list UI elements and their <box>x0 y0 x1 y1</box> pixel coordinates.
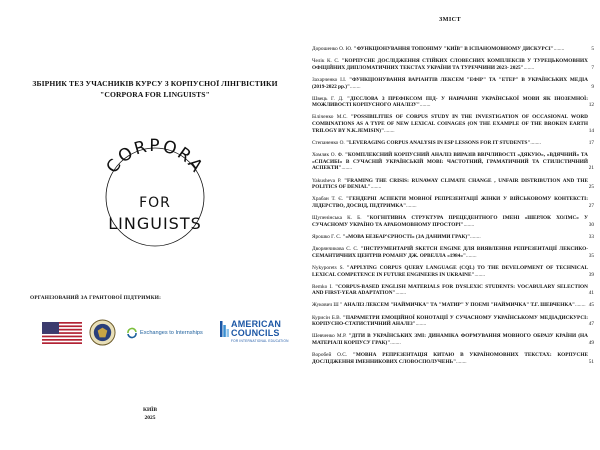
us-flag-icon <box>42 322 82 344</box>
toc-entry-title: "POSSIBILITIES OF CORPUS STUDY IN THE INVESTIGATION OF OCCASIONAL WORD COMBINATIONS AS A TYPE OF NEW LEXICAL COINAGES (ON THE EXAMPLE OF THE BROKEN EARTH TRILOGY BY N.K.JEMISIN)" <box>312 114 588 134</box>
toc-entry-author: Захарченко І.І. <box>312 76 347 83</box>
toc-entry-leader: ........ <box>553 46 565 52</box>
toc-entry-page: 39 <box>588 271 594 278</box>
toc-entry <box>312 215 594 228</box>
toc-entry <box>312 76 594 90</box>
toc-entry-author: Дворянчикова С. С. <box>312 246 359 253</box>
toc-title: ЗМІСТ <box>438 16 462 23</box>
logo-bottom-text: LINGUISTS <box>108 214 202 233</box>
toc-entry-page: 30 <box>588 221 594 228</box>
toc-entry-author: Шевченко М.Р. <box>312 333 347 340</box>
toc-entry-leader: ........ <box>474 271 486 278</box>
exchanges-logo <box>126 327 221 341</box>
toc-entry-title: "LEVERAGING CORPUS ANALYSIS IN ESP LESSONS FOR IT STUDENTS" <box>346 139 531 146</box>
toc-entry-author: Храбан Т. Є. <box>312 196 344 203</box>
cover-title <box>20 78 290 100</box>
toc-entry-leader: ........ <box>523 64 535 71</box>
toc-entry-title: "ФУНКЦІОНУВАННЯ ТОПОНІМУ "КИЇВ" В ІСПАНОМОВНОМУ ДИСКУРСІ" <box>353 46 554 52</box>
toc-entry <box>312 152 594 172</box>
cover-title-line2: "CORPORA FOR LINGUISTS" <box>100 90 210 99</box>
toc-entry-title: АНАЛІЗ ЛЕКСЕМ "НАЙМИЧКА" ТА "МАТИР" У ПОЕМІ "НАЙМИЧКА" Т.Г. ШЕВЧЕНКА" <box>343 302 575 309</box>
toc-entry <box>312 95 594 109</box>
toc-entry-author: Жукович Ш " <box>312 302 343 309</box>
toc-entry-title: "ІНСТРУМЕНТАРІЙ SKETCH ENGINE ДЛЯ ВИЯВЛЕННЯ РЕПРЕЗЕНТАЦІЇ ЛЕКСИКО-СЕМАНТИЧНИХ ЦЕНТРІВ РОМАНУ ДЖ. ОРВЕЛЛА «1984»" <box>312 246 588 259</box>
toc-entry-leader: ........ <box>406 203 417 210</box>
toc-entry-page: 21 <box>588 165 594 172</box>
toc-entry-page: 25 <box>588 184 594 191</box>
toc-entry <box>312 302 594 309</box>
toc-entry-title: "МОВНА РЕПРЕЗЕНТАЦІЯ КИТАЮ В УКРАЇНОМОВНИХ ТЕКСТАХ: КОРПУСНЕ ДОСЛІДЖЕННЯ ІМЕННИКОВИХ СЛОВОСПОЛУЧЕНЬ" <box>312 352 588 365</box>
american-councils-line3: FOR INTERNATIONAL EDUCATION <box>231 339 289 343</box>
toc-entry-leader: ........ <box>470 233 481 240</box>
year: 2025 <box>144 415 156 421</box>
american-councils-line2: COUNCILS <box>231 328 280 338</box>
toc-entry-title: "КОРПУСНЕ ДОСЛІДЖЕННЯ СТІЙКИХ СЛОВЕСНИХ КОМПЛЕКСІВ У ТУРЕЦЬКОМОВНИХ ОФІЦІЙНИХ ДИПЛОМАТИЧНИХ ТЕКСТАХ УКРАЇНИ ТА ТУРЕЧЧИНИ 2023- 2025" <box>312 58 588 71</box>
toc-entry-page: 14 <box>588 127 594 134</box>
toc-entry-page: 17 <box>588 139 594 146</box>
exchange-arrows-icon <box>126 327 138 339</box>
toc-entry-page: 12 <box>588 102 594 109</box>
toc-entry-title: "КОГНІТИВНА СТРУКТУРА ПРЕЦЕДЕНТНОГО ІМЕНІ «ШЕРЛОК ХОЛМС» У СУЧАСНОМУ УКРАЇНО ТА АРАБОМОВНОМУ ПРОСТОРІ" <box>312 215 588 228</box>
toc-page <box>300 0 600 450</box>
toc-entry-author: Воробей О.С. <box>312 352 348 359</box>
toc-entry-page: 5 <box>591 46 594 52</box>
toc-entry-page: 35 <box>588 252 594 259</box>
logo-top-text: CORPORA <box>102 135 208 178</box>
toc-entry-leader: ........ <box>530 139 541 146</box>
toc-entry-author: Хомляк О. Ф. <box>312 152 344 159</box>
toc-entry <box>312 58 594 71</box>
toc-entry-leader: ........ <box>341 165 353 172</box>
toc-entry-title: "ДІЄСЛОВА З ПРЕФІКСОМ ПІД- У НАВЧАННІ УКРАЇНСЬКОЇ МОВИ ЯК ІНОЗЕМНОЇ: МОЖЛИВОСТІ КОРПУСНОГО АНАЛІЗУ" <box>312 95 589 109</box>
toc-entry <box>312 314 594 328</box>
toc-entry-author: Дорошенко О. Ю. <box>312 46 353 52</box>
american-councils-logo <box>220 318 300 348</box>
toc-entry <box>312 177 594 191</box>
toc-entry-leader: ........ <box>456 358 467 365</box>
toc-entry-title: "FRAMING THE CRISIS: RUNAWAY CLIMATE CHANGE , UNFAIR DISTRIBUTION AND THE POLITICS OF DENIAL" <box>312 177 588 191</box>
toc-entry-leader: ........ <box>384 127 395 134</box>
toc-entry-leader: ........ <box>415 321 427 328</box>
toc-entry <box>312 114 594 134</box>
toc-entry-title: "«МОВА БЕЗБАР'ЄРНОСТІ» (ЗА ДАНИМИ ГРАК)" <box>342 233 471 240</box>
toc-entry-author: Nykyporets S. <box>312 264 344 271</box>
toc-entry-page: 51 <box>588 358 594 365</box>
toc-entry-page: 33 <box>588 233 594 240</box>
toc-entry-title: "КОМПЛЕКСНИЙ КОРПУСНИЙ АНАЛІЗ ВИРАЗІВ ВВІЧЛИВОСТІ «ДЯКУЮ», «ВДЯЧНИЙ» ТА «СПАСИБІ» В СУЧАСНІЙ УКРАЇНСЬКІЙ МОВІ: ЧАСТОТНИЙ, ГРАМАТИЧНИЙ ТА СТИЛІСТИЧНИЙ АСПЕКТИ" <box>312 152 588 172</box>
toc-entry-author: Щупенінська К. Б. <box>312 215 362 222</box>
toc-entry-author: Біліченко М.С. <box>312 114 348 121</box>
exchanges-text: Exchanges to Internships <box>140 330 203 336</box>
cover-title-line1: ЗБІРНИК ТЕЗ УЧАСНИКІВ КУРСУ З КОРПУСНОЇ ЛІНГВІСТИКИ <box>32 79 278 88</box>
corpora-for-linguists-logo <box>95 135 215 255</box>
toc-entry-page: 49 <box>588 340 594 347</box>
toc-entry <box>312 46 594 53</box>
city-year <box>125 406 175 422</box>
toc-entry-author: Курисін Б.В. <box>312 314 342 321</box>
toc-entry-title: "ДІТИ В УКРАЇНСЬКИХ ЗМІ: ДИНАМІКА ФОРМУВАННЯ МОВНОГО ОБРАЗУ КРАЇНИ (НА МАТЕРІАЛІ КОРПУСУ ГРАК)" <box>312 333 588 347</box>
city: КИЇВ <box>142 407 158 413</box>
toc-entry-leader: ........ <box>370 184 382 191</box>
department-seal-icon <box>89 319 116 346</box>
toc-entry-title: "APPLYING CORPUS QUERY LANGUAGE (CQL) TO THE DEVELOPMENT OF TECHNICAL LEXICAL COMPETENCE IN FUTURE ENGINEERS IN UKRAINE" <box>312 264 589 278</box>
toc-entry-author: Челік К. С. <box>312 58 340 65</box>
toc-entry <box>312 264 594 278</box>
toc-entry-page: 47 <box>588 321 594 328</box>
toc-entry-title: "ФУНКЦІОНУВАННЯ ВАРІАНТІВ ЛЕКСЕМ "ЕФІР" ТА "ЕТЕР" В УКРАЇНСЬКИХ МЕДІА (2019-2022 рр.)" <box>312 76 588 90</box>
toc-entry-leader: ........ <box>395 290 407 297</box>
toc-entry-author: Степаненко О. <box>312 139 345 146</box>
toc-entry-leader: ........ <box>465 252 477 259</box>
toc-entry-leader: ........ <box>349 83 361 90</box>
toc-entry <box>312 196 594 210</box>
sponsor-logos <box>42 318 292 350</box>
american-councils-line1: AMERICAN <box>231 319 282 329</box>
toc-entry-page: 7 <box>591 64 594 71</box>
toc-entry <box>312 233 594 241</box>
toc-entry-page: 45 <box>588 302 594 309</box>
toc-entry <box>312 333 594 347</box>
logo-middle-text: FOR <box>139 195 171 211</box>
toc-entry-leader: ........ <box>390 340 401 347</box>
toc-list <box>312 46 594 371</box>
toc-entry-title: "ГЕНДЕРНІ АСПЕКТИ МОВНОЇ РЕПРЕЗЕНТАЦІЇ ЖІНКИ У ВІЙСЬКОВОМУ КОНТЕКСТІ: ЛІДЕРСТВО, ДОСВІД, ПІДТРИМКА" <box>312 196 588 210</box>
toc-entry <box>312 246 594 259</box>
toc-entry-page: 41 <box>588 290 594 297</box>
toc-entry-title: "ПАРАМЕТРИ ЕМОЦІЙНОЇ КОНОТАЦІЇ У СУЧАСНОМУ УКРАЇНСЬКОМУ МЕДІАДИСКУРСІ: КОРПУСНО-СТАТИСТИЧНИЙ АНАЛІЗ" <box>312 314 588 328</box>
support-label: ОРГАНІЗОВАНИЙ ЗА ГРАНТОВОЇ ПІДТРИМКИ: <box>30 295 162 301</box>
toc-entry <box>312 352 594 365</box>
toc-entry-title: "CORPUS-BASED ENGLISH MATERIALS FOR DYSLEXIC STUDENTS: VOCABULARY SELECTION AND FIRST-YEAR ADAPTATION" <box>312 283 588 297</box>
toc-entry-author: Ярошко Г. С. <box>312 233 342 240</box>
toc-entry-author: Швець Г. Д. <box>312 95 344 102</box>
toc-entry-leader: ........ <box>419 102 431 109</box>
toc-entry-page: 27 <box>588 203 594 210</box>
toc-entry <box>312 283 594 297</box>
toc-entry-author: Remko I. <box>312 283 333 290</box>
svg-text:CORPORA <box>103 136 208 177</box>
toc-entry-author: Yakusheva P. <box>312 177 342 184</box>
american-councils-mark-icon <box>220 321 229 337</box>
toc-entry-leader: ........ <box>575 302 586 309</box>
toc-entry <box>312 139 594 147</box>
toc-entry-page: 9 <box>591 83 594 90</box>
toc-entry-leader: ........ <box>463 221 475 228</box>
